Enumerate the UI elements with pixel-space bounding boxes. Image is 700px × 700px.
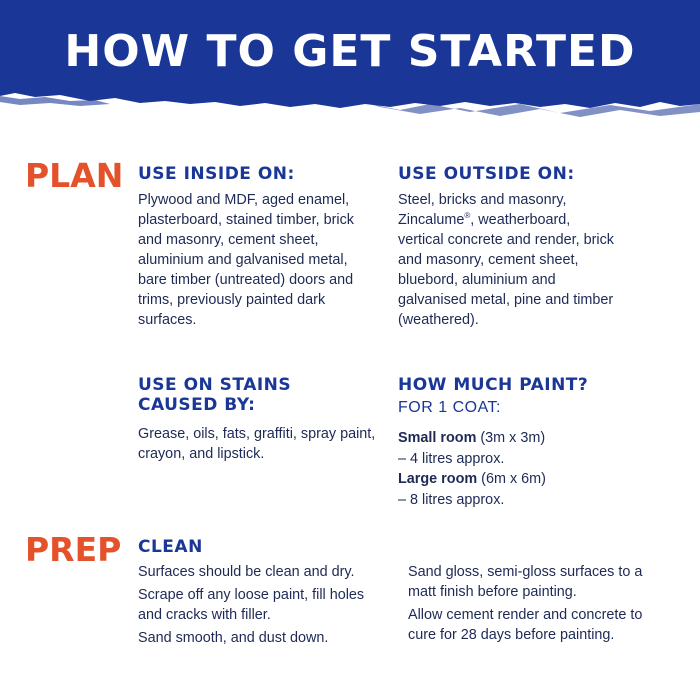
stains-heading-line1: USE ON STAINS [138, 375, 292, 395]
registered-mark: ® [464, 211, 471, 221]
sand-gloss-text: Sand gloss, semi-gloss surfaces to a matt finish before painting. [408, 564, 643, 600]
use-inside-paragraph: Plywood and MDF, aged enamel, plasterboard, stained timber, brick and masonry, cement sheet, aluminium and galvanised metal, bare timber (untreated) doors and trims, previously painted dark surfaces. [138, 192, 354, 328]
small-room-size: (3m x 3m) [476, 430, 546, 446]
page-title: HOW TO GET STARTED [64, 26, 636, 77]
use-inside-heading: USE INSIDE ON: [138, 164, 295, 184]
clean-text [138, 562, 383, 648]
large-room-label: Large room [398, 471, 478, 487]
clean-heading: CLEAN [138, 537, 203, 557]
large-room-amount: – 8 litres approx. [398, 491, 505, 508]
use-outside-text [398, 190, 618, 330]
plan-label: PLAN [25, 156, 124, 195]
cure-text: Allow cement render and concrete to cure for 28 days before painting. [408, 607, 643, 643]
stains-text [138, 424, 378, 464]
clean-line-3: Sand smooth, and dust down. [138, 630, 329, 646]
large-room-size: (6m x 6m) [477, 471, 546, 487]
use-outside-paragraph [398, 190, 618, 330]
small-room-label: Small room [398, 430, 477, 446]
small-room-line [398, 428, 658, 449]
for-one-coat-subheading: FOR 1 COAT: [398, 399, 501, 416]
use-outside-text-start: Steel, bricks and masonry, Zincalume [398, 192, 567, 228]
header-banner [0, 0, 700, 135]
how-much-paint-heading: HOW MUCH PAINT? [398, 375, 589, 395]
stains-heading-line2: CAUSED BY: [138, 395, 256, 415]
prep-label: PREP [25, 530, 122, 569]
stains-paragraph: Grease, oils, fats, graffiti, spray paint, crayon, and lipstick. [138, 426, 376, 462]
use-outside-text-end: , weatherboard, vertical concrete and render, brick and masonry, cement sheet, bluebord, aluminium and galvanised metal, pine and timber (weathered). [398, 212, 614, 328]
small-room-amount: – 4 litres approx. [398, 450, 505, 467]
prep-right-text [408, 562, 663, 645]
paint-quantity-text [398, 428, 658, 510]
use-outside-heading: USE OUTSIDE ON: [398, 164, 575, 184]
clean-line-2: Scrape off any loose paint, fill holes and cracks with filler. [138, 587, 365, 623]
use-inside-text [138, 190, 378, 330]
stains-heading [138, 375, 291, 415]
large-room-line [398, 469, 658, 490]
clean-line-1: Surfaces should be clean and dry. [138, 564, 355, 580]
